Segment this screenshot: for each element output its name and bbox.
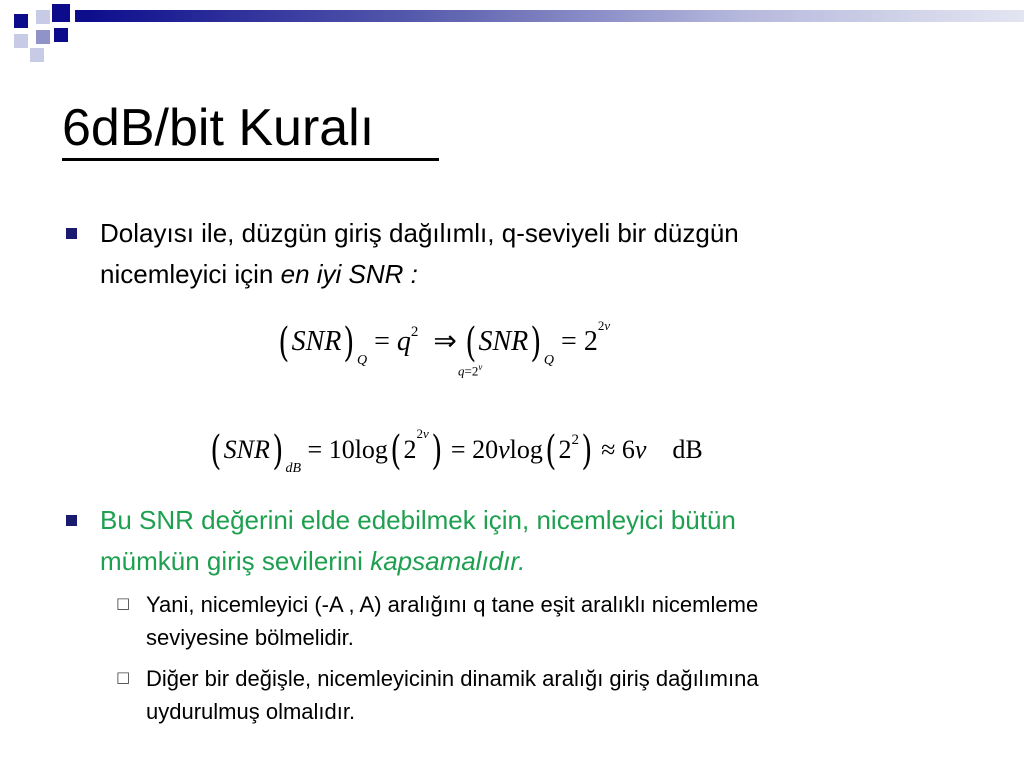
- formula2-rparen: ): [272, 428, 284, 474]
- sub-bullet-1-line-2: seviyesine bölmelidir.: [146, 625, 354, 650]
- bullet-1-italic-text: en iyi SNR :: [280, 259, 418, 289]
- formula2-eq-1: =: [301, 435, 329, 464]
- formula1-eq: =: [367, 326, 397, 357]
- formula2-rparen-3: ): [581, 428, 593, 474]
- bullet-2-italic-text: kapsamalıdır.: [370, 546, 526, 576]
- formula1-lparen: (: [278, 320, 290, 366]
- bullet-2-line-2: [100, 542, 525, 580]
- formula1-implies: ⇒: [433, 326, 457, 357]
- formula2-twenty: 20: [472, 435, 499, 464]
- formula1-exp-v: v: [604, 318, 611, 333]
- bullet-1-line-1: Dolayısı ile, düzgün giriş dağılımlı, q-seviyeli bir düzgün: [100, 218, 739, 248]
- formula2-lparen-3: (: [545, 428, 557, 474]
- deco-square-navy-1: [14, 14, 28, 28]
- formula2-eq-2: =: [444, 435, 473, 464]
- hollow-square-icon-2: □: [116, 668, 131, 686]
- formula2-log: log: [354, 435, 388, 464]
- formula2-lparen: (: [210, 428, 222, 474]
- formula2-log-2: log: [509, 435, 543, 464]
- formula1-base: 2: [583, 326, 598, 357]
- formula1-q-exp: 2: [410, 324, 419, 340]
- formula2-lparen-2: (: [390, 428, 402, 474]
- formula2-base: 2: [403, 435, 417, 464]
- formula2-sub-db: dB: [285, 461, 302, 476]
- deco-square-mid-1: [36, 30, 50, 44]
- deco-square-light-3: [30, 48, 44, 62]
- formula2-exp-v: v: [423, 426, 429, 441]
- bullet-2-plain-text: mümkün giriş sevilerini: [100, 546, 371, 576]
- formula2-rparen-2: ): [431, 428, 443, 474]
- bullet-1-line-2: [100, 255, 418, 293]
- formula1-snr-2: SNR: [478, 326, 529, 357]
- slide-title: 6dB/bit Kuralı: [62, 99, 375, 157]
- formula2-six: 6: [621, 435, 635, 464]
- formula2-unit: dB: [672, 435, 703, 464]
- formula2-snr: SNR: [223, 435, 270, 464]
- bullet-2-line-1: Bu SNR değerini elde edebilmek için, nicemleyici bütün: [100, 505, 736, 535]
- formula-snr-q: [276, 318, 610, 369]
- formula2-v-2: v: [634, 435, 647, 464]
- formula1-under-implies: [458, 362, 482, 379]
- sub-bullet-1-line-1: Yani, nicemleyici (-A , A) aralığını q tane eşit aralıklı nicemleme: [146, 592, 759, 617]
- formula1-sub-q-2: Q: [543, 353, 555, 368]
- deco-square-light-1: [36, 10, 50, 24]
- formula1-lparen-2: (: [465, 320, 477, 366]
- formula2-ten: 10: [328, 435, 355, 464]
- formula-snr-db: [208, 426, 703, 477]
- under-q: q: [458, 363, 465, 379]
- hollow-square-icon: □: [116, 594, 131, 612]
- formula2-base-2: 2: [558, 435, 572, 464]
- formula1-eq-2: =: [554, 326, 584, 357]
- formula2-approx: ≈: [594, 435, 622, 464]
- header-gradient-bar: [75, 10, 1024, 22]
- sub-bullet-2-line-2: uydurulmuş olmalıdır.: [146, 699, 356, 724]
- title-underline: [62, 158, 439, 161]
- formula1-rparen-2: ): [530, 320, 542, 366]
- formula1-sub-q: Q: [357, 353, 368, 368]
- under-exp: v: [478, 362, 483, 372]
- formula1-rparen: ): [343, 320, 355, 366]
- sub-bullet-2-line-1: Diğer bir değişle, nicemleyicinin dinamik aralığı giriş dağılımına: [146, 666, 759, 691]
- formula1-q: q: [396, 326, 411, 357]
- formula1-snr: SNR: [291, 326, 342, 357]
- bullet-square-icon: [66, 228, 77, 239]
- under-eq: =2: [464, 363, 479, 379]
- deco-square-navy-2: [52, 4, 70, 22]
- bullet-1-plain-text: nicemleyici için: [100, 259, 281, 289]
- formula2-exp-2: 2: [416, 426, 424, 441]
- formula1-exp-2: 2: [597, 318, 605, 333]
- deco-square-navy-3: [54, 28, 68, 42]
- deco-square-light-2: [14, 34, 28, 48]
- formula2-exp-3: 2: [571, 432, 579, 448]
- formula2-v: v: [498, 435, 510, 464]
- bullet-square-icon-2: [66, 515, 77, 526]
